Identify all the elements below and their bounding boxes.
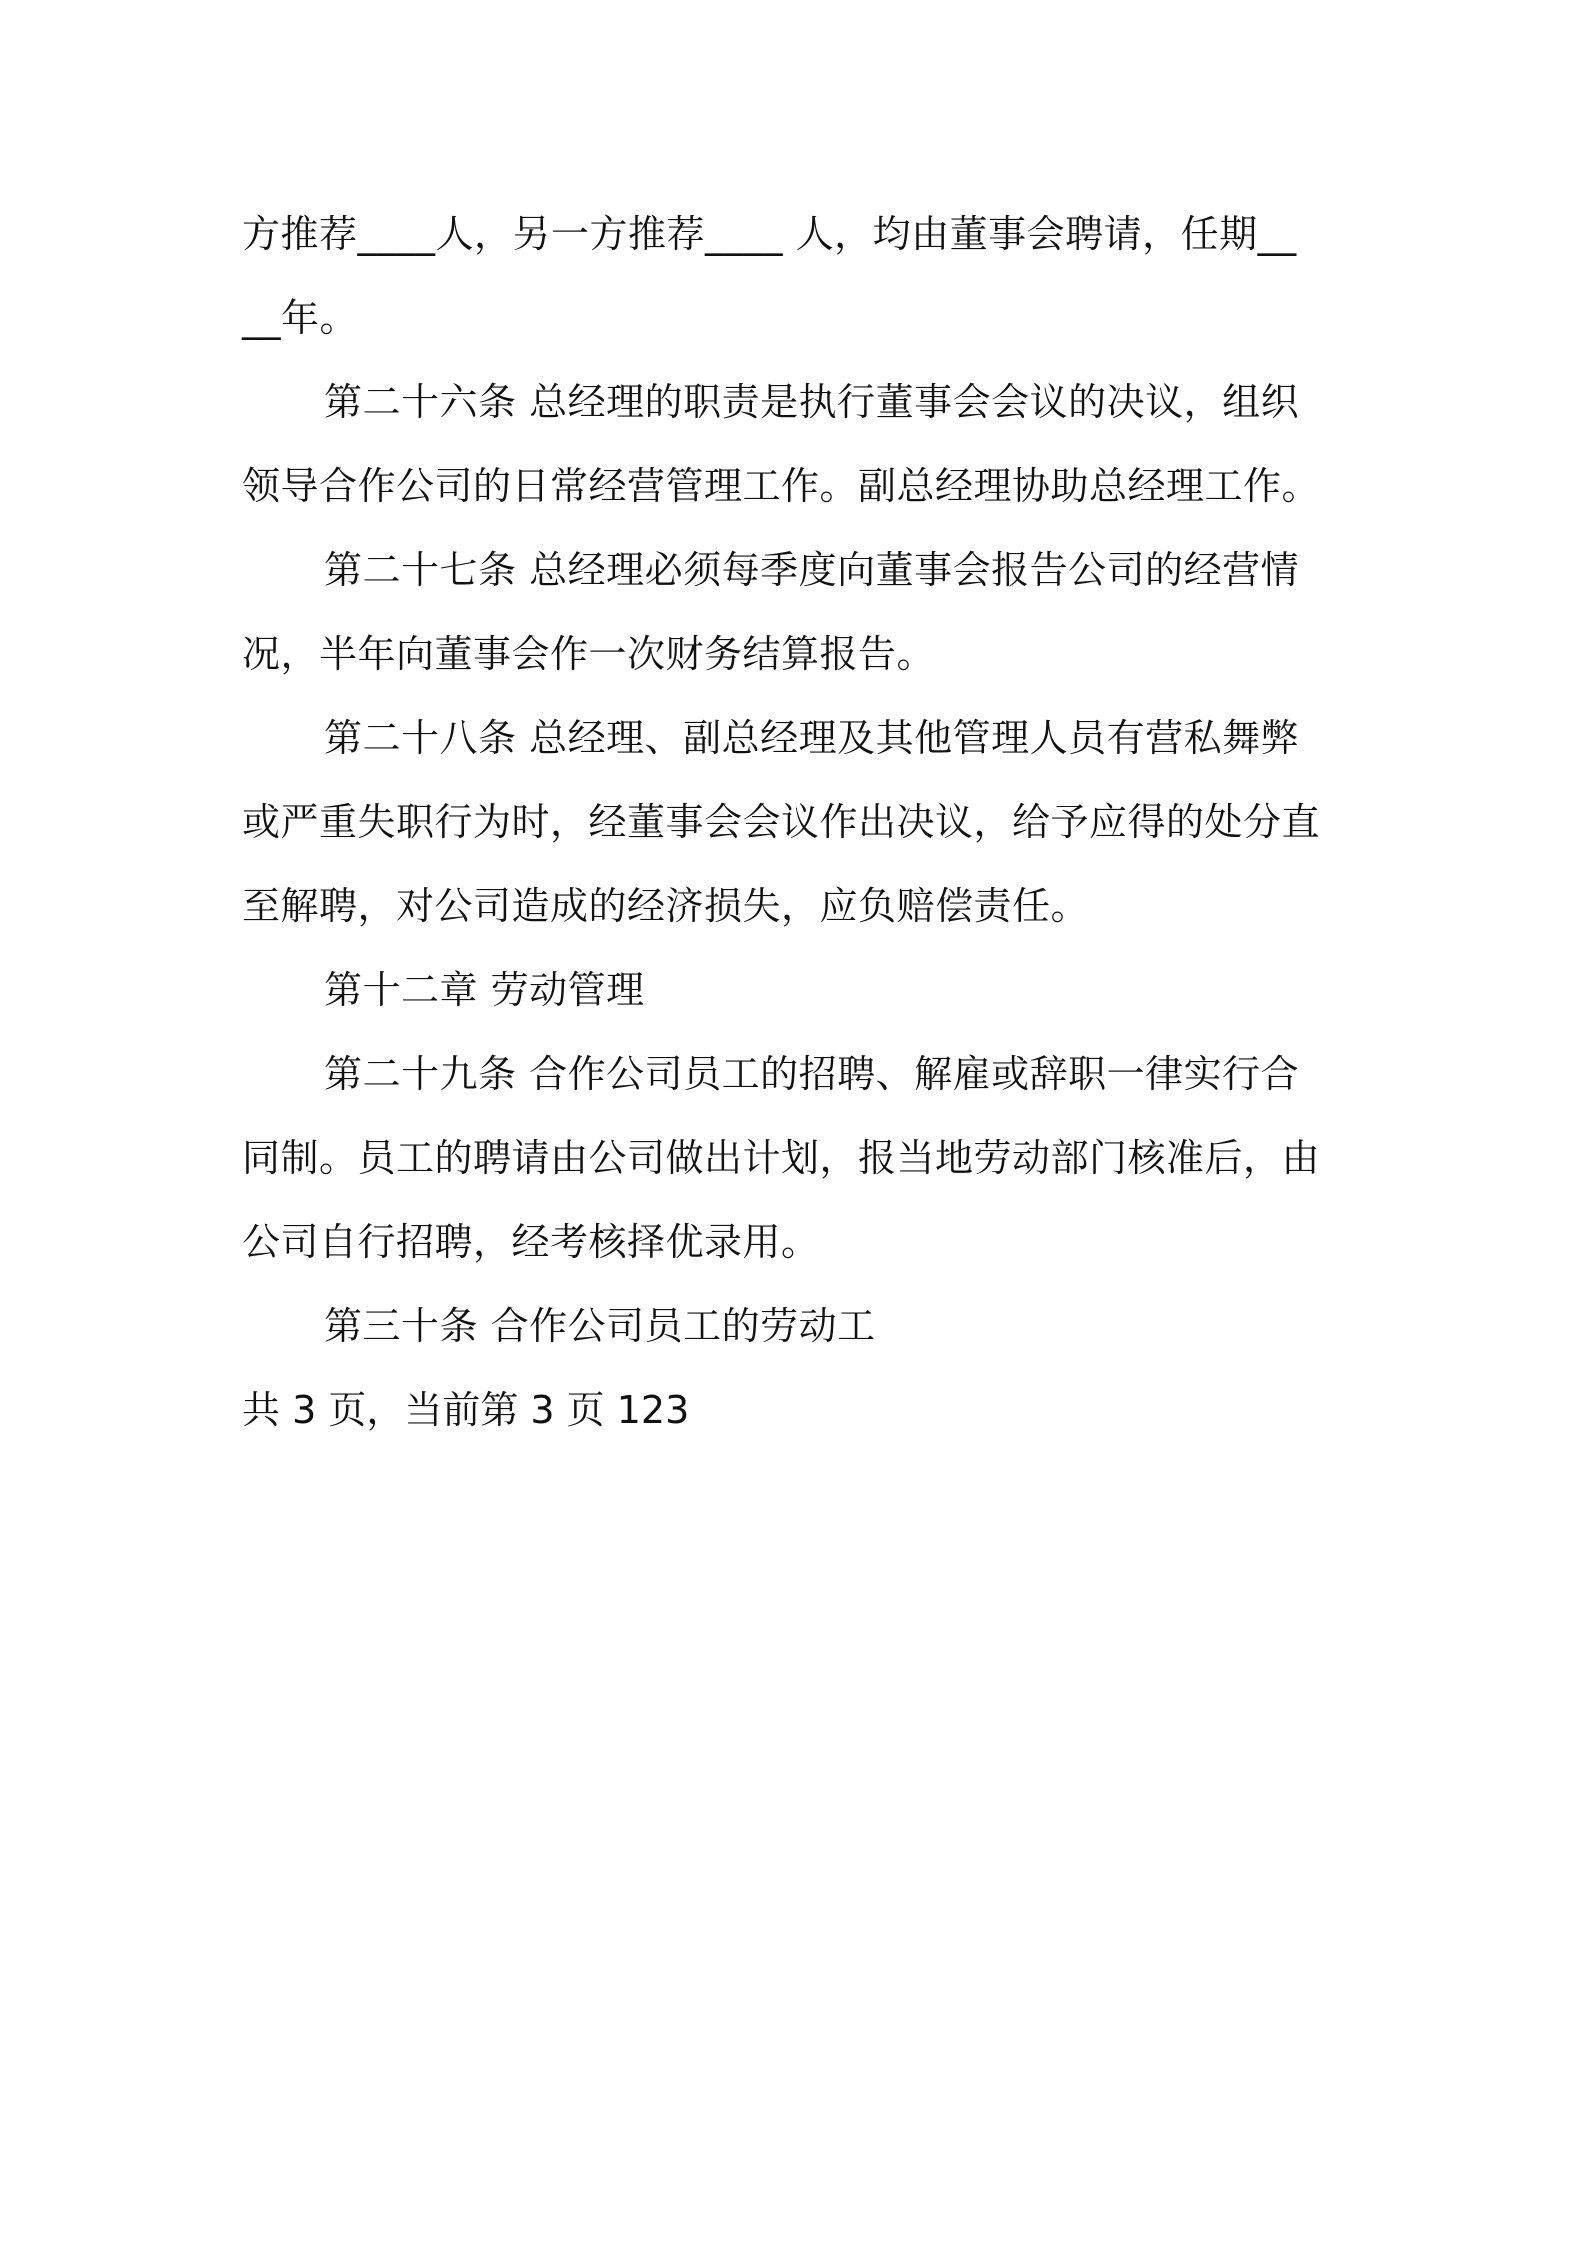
text-line: __年。 bbox=[242, 296, 359, 340]
text-line: 方推荐____人，另一方推荐____ 人，均由董事会聘请，任期__ bbox=[242, 212, 1297, 256]
article-29-heading-line: 第二十九条 合作公司员工的招聘、解雇或辞职一律实行合 bbox=[324, 1052, 1300, 1096]
article-28-heading-line: 第二十八条 总经理、副总经理及其他管理人员有营私舞弊 bbox=[324, 716, 1300, 760]
chapter-12-heading: 第十二章 劳动管理 bbox=[324, 968, 645, 1012]
article-30-heading-line: 第三十条 合作公司员工的劳动工 bbox=[324, 1304, 876, 1348]
article-27-heading-line: 第二十七条 总经理必须每季度向董事会报告公司的经营情 bbox=[324, 548, 1300, 592]
text-line: 领导合作公司的日常经营管理工作。副总经理协助总经理工作。 bbox=[242, 464, 1321, 508]
text-line: 或严重失职行为时，经董事会会议作出决议，给予应得的处分直 bbox=[242, 800, 1321, 844]
article-26-heading-line: 第二十六条 总经理的职责是执行董事会会议的决议，组织 bbox=[324, 380, 1300, 424]
text-line: 至解聘，对公司造成的经济损失，应负赔偿责任。 bbox=[242, 884, 1090, 928]
text-line: 同制。员工的聘请由公司做出计划，报当地劳动部门核准后，由 bbox=[242, 1136, 1321, 1180]
page-footer: 共 3 页，当前第 3 页 123 bbox=[242, 1388, 690, 1432]
document-body bbox=[242, 192, 1357, 1452]
text-line: 况，半年向董事会作一次财务结算报告。 bbox=[242, 632, 936, 676]
text-line: 公司自行招聘，经考核择优录用。 bbox=[242, 1220, 820, 1264]
